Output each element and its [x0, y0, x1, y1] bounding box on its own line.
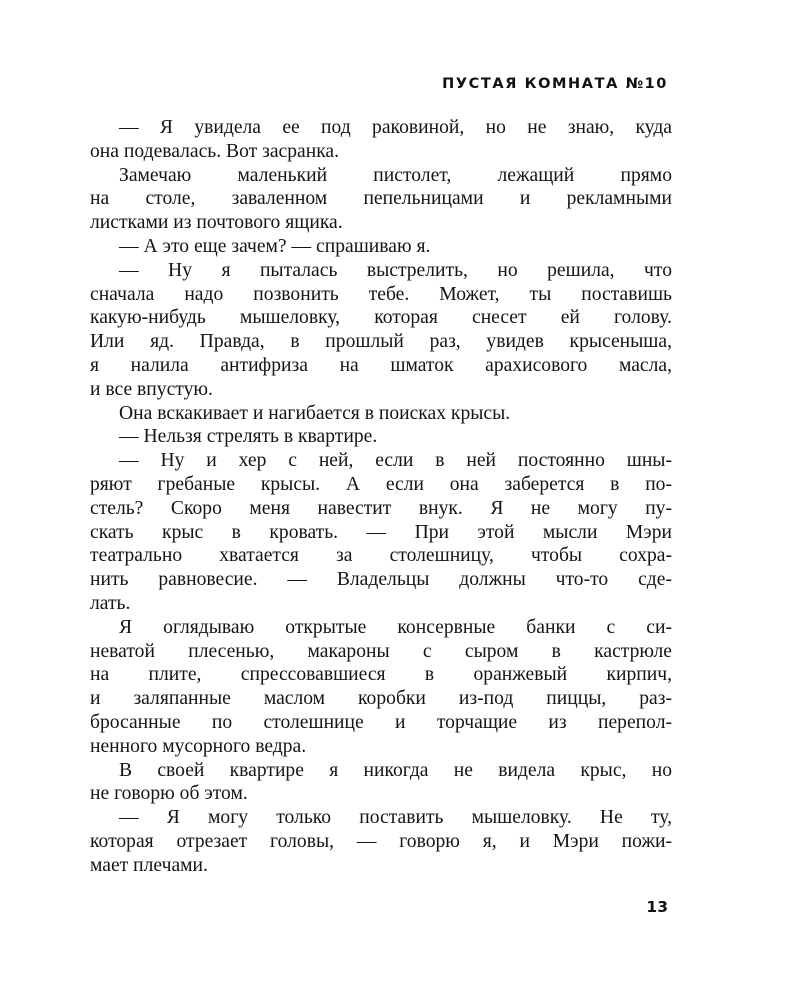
text-line: мает плечами. [90, 854, 208, 876]
text-line: и заляпанные маслом коробки из-под пиццы, раз- [90, 688, 672, 710]
text-line: которая отрезает головы, — говорю я, и Мэри пожи- [90, 830, 672, 852]
text-line: Она вскакивает и нагибается в поисках крысы. [119, 402, 511, 424]
text-line: стель? Скоро меня навестит внук. Я не могу пу- [90, 497, 672, 519]
text-line: нить равновесие. — Владельцы должны что-то сде- [90, 569, 672, 591]
text-line: — А это еще зачем? — спрашиваю я. [119, 235, 431, 257]
text-line: — Я увидела ее под раковиной, но не знаю, куда [119, 117, 672, 138]
page-number: 13 [646, 898, 668, 916]
text-line: театрально хватается за столешницу, чтобы сохра- [90, 545, 672, 567]
text-line: лать. [90, 592, 131, 614]
text-line: — Нельзя стрелять в квартире. [119, 426, 378, 448]
text-line: — Я могу только поставить мышеловку. Не ту, [119, 807, 672, 829]
text-line: бросанные по столешнице и торчащие из перепол- [90, 711, 672, 733]
text-line: неватой плесенью, макароны с сыром в кастрюле [90, 640, 672, 662]
running-head: ПУСТАЯ КОМНАТА №10 [442, 76, 668, 92]
text-line: — Ну я пыталась выстрелить, но решила, что [119, 259, 672, 281]
text-line: В своей квартире я никогда не видела крыс, но [119, 759, 672, 781]
text-line: ряют гребаные крысы. А если она заберется в по- [90, 473, 672, 495]
text-line: скать крыс в кровать. — При этой мысли Мэри [90, 521, 672, 543]
text-line: какую-нибудь мышеловку, которая снесет ей голову. [90, 307, 672, 329]
text-line: и все впустую. [90, 378, 213, 400]
body-text [90, 116, 672, 878]
text-line: Я оглядываю открытые консервные банки с си- [119, 616, 672, 638]
text-line: ненного мусорного ведра. [90, 735, 307, 757]
text-line: Или яд. Правда, в прошлый раз, увидев крысеныша, [90, 331, 672, 353]
text-line: не говорю об этом. [90, 783, 248, 805]
text-line: Замечаю маленький пистолет, лежащий прямо [119, 164, 672, 186]
text-line: листками из почтового ящика. [90, 212, 343, 234]
text-line: она подевалась. Вот засранка. [90, 140, 340, 162]
text-line: сначала надо позвонить тебе. Может, ты поставишь [90, 283, 672, 305]
text-line: я налила антифриза на шматок арахисового масла, [90, 354, 672, 376]
text-line: на столе, заваленном пепельницами и рекламными [90, 188, 672, 210]
text-line: на плите, спрессовавшиеся в оранжевый кирпич, [90, 664, 672, 686]
text-line: — Ну и хер с ней, если в ней постоянно шны- [119, 450, 672, 472]
